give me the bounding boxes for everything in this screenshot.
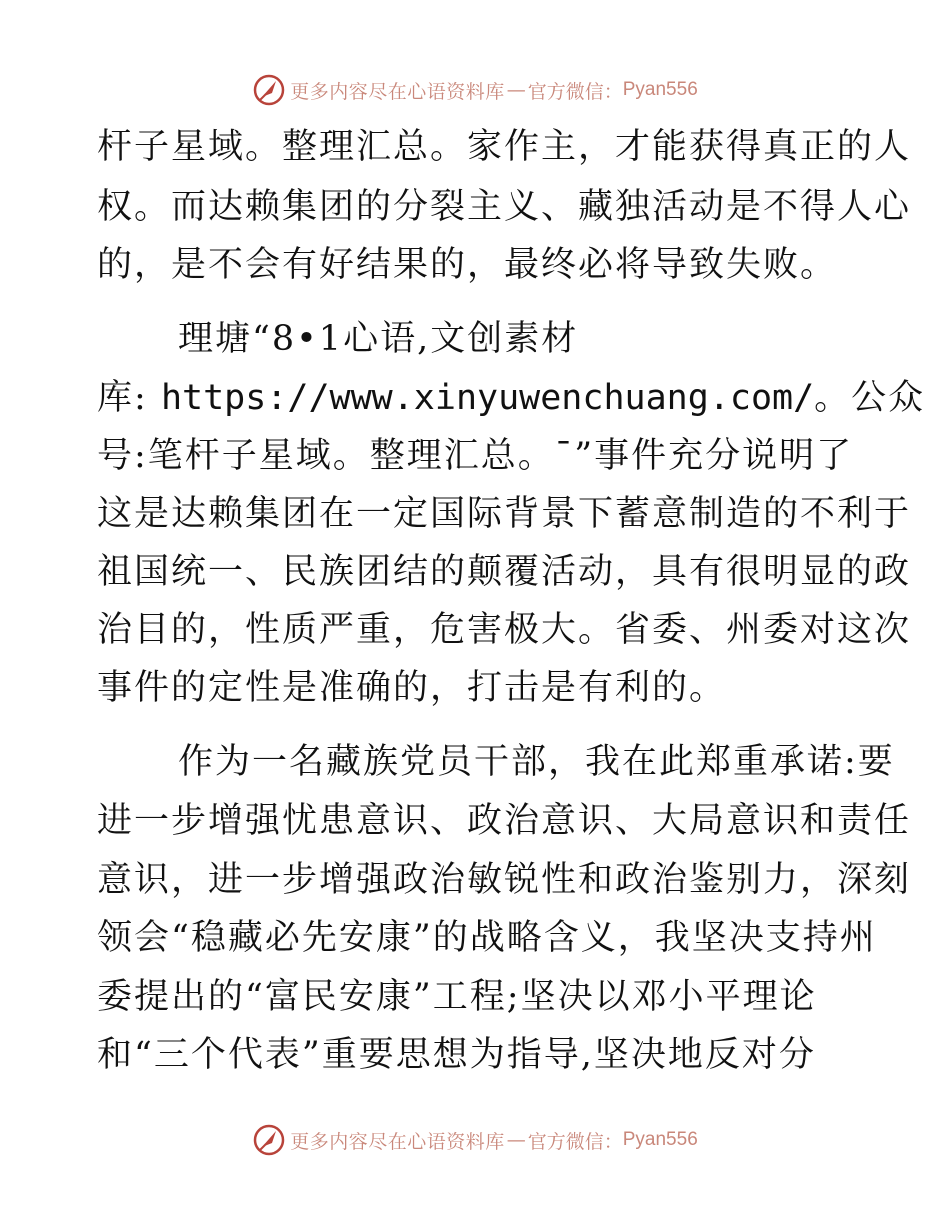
text-line: 权。而达赖集团的分裂主义、藏独活动是不得人心 — [97, 187, 912, 227]
quill-logo-icon — [252, 73, 286, 107]
text-line: 杆子星域。整理汇总。家作主，才能获得真正的人 — [97, 127, 912, 167]
text-line: 治目的，性质严重，危害极大。省委、州委对这次 — [97, 610, 912, 650]
url-suffix: 。公众 — [814, 378, 926, 418]
text-line-url — [97, 378, 925, 418]
text-line: 作为一名藏族党员干部，我在此郑重承诺:要 — [178, 742, 895, 782]
quill-logo-icon — [252, 1123, 286, 1157]
banner-wechat-id: Pyan556 — [622, 79, 698, 100]
website-url: https://www.xinyuwenchuang.com/ — [160, 378, 815, 418]
text-line: 和“三个代表”重要思想为指导,坚决地反对分 — [97, 1035, 816, 1075]
text-line: 祖国统一、民族团结的颠覆活动，具有很明显的政 — [97, 552, 912, 592]
text-line: 理塘“8•1心语,文创素材 — [178, 319, 579, 359]
banner-wechat-id: Pyan556 — [622, 1129, 698, 1150]
text-line: 委提出的“富民安康”工程;坚决以邓小平理论 — [97, 977, 817, 1017]
text-line: 意识，进一步增强政治敏锐性和政治鉴别力，深刻 — [97, 860, 912, 900]
banner-text: 更多内容尽在心语资料库 — [290, 80, 505, 103]
banner-text: 更多内容尽在心语资料库 — [290, 1130, 505, 1153]
banner-wechat-label: 官方微信： — [527, 1130, 623, 1153]
text-line: 号:笔杆子星域。整理汇总。¯”事件充分说明了 — [97, 436, 854, 476]
text-line: 进一步增强忧患意识、政治意识、大局意识和责任 — [97, 801, 912, 841]
banner-dash: — — [506, 1129, 526, 1151]
banner-wechat-label: 官方微信： — [527, 80, 623, 103]
text-line: 这是达赖集团在一定国际背景下蓄意制造的不利于 — [97, 494, 912, 534]
text-line: 事件的定性是准确的，打击是有利的。 — [97, 668, 727, 708]
header-banner — [0, 70, 950, 110]
text-line: 领会“稳藏必先安康”的战略含义，我坚决支持州 — [97, 918, 877, 958]
url-prefix: 库: — [97, 378, 148, 418]
text-line: 的，是不会有好结果的，最终必将导致失败。 — [97, 245, 838, 285]
banner-dash: — — [506, 79, 526, 101]
footer-banner — [0, 1120, 950, 1160]
